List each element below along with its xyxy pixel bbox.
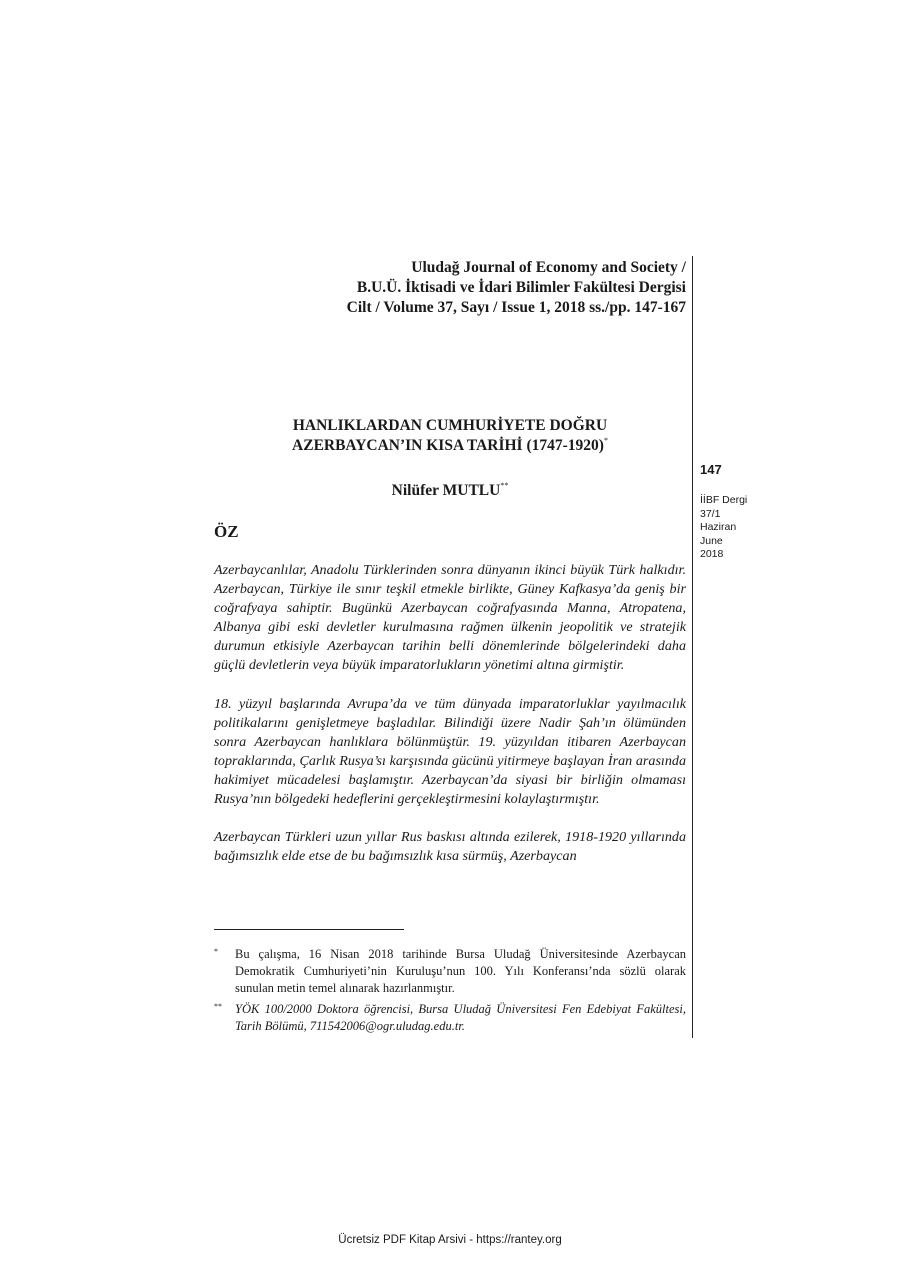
journal-header	[216, 258, 686, 318]
issue-meta	[700, 494, 780, 562]
author-name	[214, 481, 686, 501]
issue-meta-line: 2018	[700, 548, 724, 561]
footnote-item	[214, 946, 686, 996]
author-name-text: Nilüfer MUTLU	[391, 482, 501, 499]
journal-volume-line: Cilt / Volume 37, Sayı / Issue 1, 2018 ss./pp. 147-167	[346, 299, 686, 316]
article-title-line: HANLIKLARDAN CUMHURİYETE DOĞRU	[292, 417, 608, 434]
page-number: 147	[700, 462, 722, 477]
issue-meta-line: June	[700, 534, 723, 547]
footnote-mark: **	[214, 1002, 222, 1012]
issue-meta-line: 37/1	[700, 507, 721, 520]
article-title	[214, 416, 686, 456]
abstract-paragraph: Azerbaycanlılar, Anadolu Türklerinden sonra dünyanın ikinci büyük Türk halkıdır. Azerbaycan, Türkiye ile sınır teşkil etmekle birlikte, Güney Kafkasya’da geniş bir coğrafyaya sahiptir. Bugünkü Azerbaycan coğrafyasında Manna, Atropatena, Albanya gibi eski devletler kurulmasına rağmen ülkenin jeopolitik ve stratejik durumun etkisiyle Azerbaycan tarihin belli dönemlerinde bölgelerindeki daha güçlü devletlerin veya büyük imparatorlukların yönetimi altına girmiştir.	[214, 562, 686, 674]
footnotes	[214, 946, 686, 1040]
abstract-paragraph: Azerbaycan Türkleri uzun yıllar Rus baskısı altında ezilerek, 1918-1920 yıllarında bağımsızlık elde etse de bu bağımsızlık kısa sürmüş, Azerbaycan	[214, 829, 686, 865]
footnote-text: YÖK 100/2000 Doktora öğrencisi, Bursa Uludağ Üniversitesi Fen Edebiyat Fakültesi, Tarih Bölümü, 711542006@ogr.uludag.edu.tr.	[235, 1002, 686, 1034]
margin-info	[700, 462, 780, 562]
issue-meta-line: Haziran	[700, 521, 737, 534]
footnote-mark: *	[214, 947, 218, 956]
journal-title-line: Uludağ Journal of Economy and Society /	[411, 259, 686, 276]
footnote-item	[214, 1001, 686, 1035]
footnote-divider	[214, 929, 404, 930]
author-footnote-mark: **	[500, 481, 509, 490]
abstract-heading: ÖZ	[214, 522, 239, 541]
journal-title-line: B.U.Ü. İktisadi ve İdari Bilimler Fakültesi Dergisi	[356, 279, 686, 296]
article-title-line: AZERBAYCAN’IN KISA TARİHİ (1747-1920)	[292, 437, 604, 454]
abstract-body	[214, 561, 686, 885]
vertical-divider	[692, 256, 693, 1038]
page-footer-watermark: Ücretsiz PDF Kitap Arsivi - https://rantey.org	[338, 1234, 562, 1246]
issue-meta-line: İİBF Dergi	[700, 494, 748, 506]
title-footnote-mark: *	[603, 436, 608, 445]
abstract-paragraph: 18. yüzyıl başlarında Avrupa’da ve tüm dünyada imparatorluklar yayılmacılık politikalarını genişletmeye başladılar. Bilindiği üzere Nadir Şah’ın ölümünden sonra Azerbaycan hanlıklara bölünmüştür. 19. yüzyıldan itibaren Azerbaycan topraklarında, Çarlık Rusya’sı karşısında gücünü yitirmeye başlayan İran arasında hakimiyet mücadelesi başlamıştır. Azerbaycan’da siyasi bir birliğin olmaması Rusya’nın bölgedeki hedeflerini gerçekleştirmesini kolaylaştırmıştır.	[214, 695, 686, 808]
footnote-text: Bu çalışma, 16 Nisan 2018 tarihinde Bursa Uludağ Üniversitesinde Azerbaycan Demokratik Cumhuriyeti’nin Kuruluşu’nun 100. Yılı Konferansı’nda sözlü olarak sunulan metin temel alınarak hazırlanmıştır.	[235, 947, 686, 995]
